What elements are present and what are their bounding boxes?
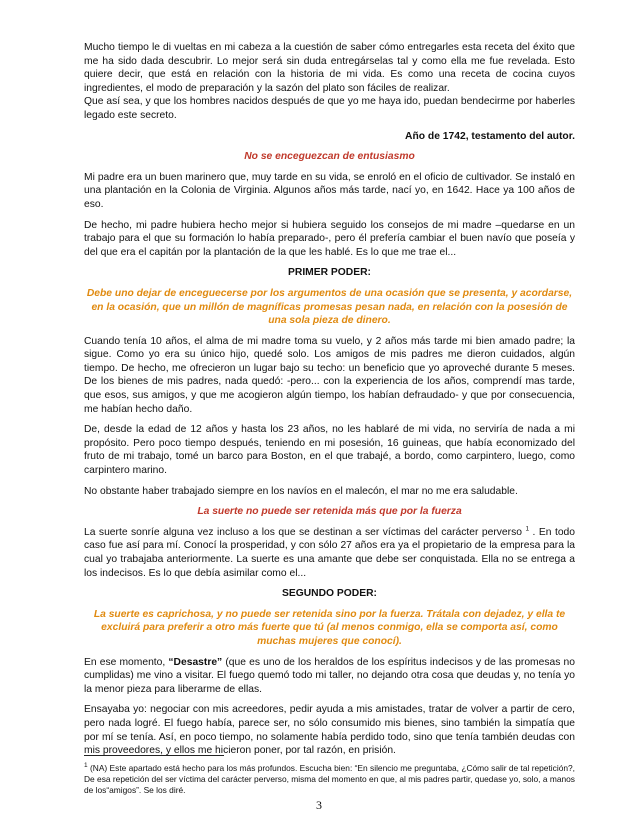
page-body — [84, 41, 575, 758]
footnote-text: (NA) Este apartado está hecho para los más profundos. Escucha bien: “En silencio me preguntaba, ¿Cómo salir de tal repetición?, De esa repetición del ser víctima del carácter perverso, misma del momento en que, al mis padres partir, quedase yo, solo, a manos de los“amigos”. Se los diré. — [84, 763, 575, 796]
section-heading-luck: La suerte no puede ser retenida más que por la fuerza — [197, 506, 462, 518]
paragraph-youth: De, desde la edad de 12 años y hasta los 23 años, no les hablaré de mi vida, no serviría de nada a mi propósito. Pero poco tiempo después, teniendo en mi posesión, 16 guineas, que había economizado del fruto de mi trabajo, tomé un barco para Boston, en el que trabajé, a bordo, como carpintero, luego, como carpintero marino. — [84, 424, 575, 477]
luck-text-after-note: . En todo caso fue así para mí. Conocí la prosperidad, y con sólo 27 años era ya el propietario de la empresa para la cual yo trabajaba anteriormente. La suerte es una amante que debe ser conquistada. Ella no se entrega a los indecisos. Es lo que debía asimilar como el... — [84, 526, 575, 579]
disaster-word: “Desastre” — [168, 656, 223, 668]
section-heading-enthusiasm: No se enceguezcan de entusiasmo — [244, 151, 415, 163]
footnote — [84, 763, 575, 797]
footnote-divider — [84, 755, 224, 756]
disaster-rest: (que es uno de los heraldos de los espíritus indecisos y de las promesas no cumplidas) me vino a visitar. El fuego quemó todo mi taller, no dejando otra cosa que deudas y, no tenía yo la menor pieza para liberarme de ellas. — [84, 656, 575, 695]
testament-line: Año de 1742, testamento del autor. — [405, 130, 575, 142]
disaster-intro: En ese momento, — [84, 656, 166, 668]
paragraph-childhood: Cuando tenía 10 años, el alma de mi madre toma su vuelo, y 2 años más tarde mi bien amado padre; la sigue. Como yo era su único hijo, quedé solo. Los amigos de mis padres me dieron cuidados, algún tiempo. De hecho, me ofrecieron un lugar bajo su techo: un beneficio que yo aproveché durante 5 meses. De los bienes de mis padres, nada quedó: -pero... con la experiencia de los años, comprendí mas tarde, que esos, sus amigos, y que me acogieron algún tiempo, los habían defraudado- y que por consecuencia, me habían hecho daño. — [84, 335, 575, 415]
paragraph-intro: Mucho tiempo le di vueltas en mi cabeza a la cuestión de saber cómo entregarles esta receta del éxito que me ha sido dada descubrir. Lo mejor será sin duda entregárselas tal y como ella me fue revelada. Esto quiere decir, que está en relación con la historia de mi vida. Es como una receta de cocina cuyos ingredientes, el modo de preparación y la sazón del plato son fáciles de realizar. — [84, 42, 575, 94]
paragraph-intro-2: Que así sea, y que los hombres nacidos después de que yo me haya ido, puedan bendecirme por haberles legado este secreto. — [84, 96, 575, 121]
paragraph-father-2: De hecho, mi padre hubiera hecho mejor si hubiera seguido los consejos de mi madre –quedarse en un trabajo para el que su formación lo había preparado-, pero él prefería cambiar el buen navío que poseía y del que era el capitán por la plantación de la que les hablé. Es lo que me trae el... — [84, 219, 575, 258]
first-power-title: PRIMER PODER: — [288, 267, 371, 279]
page-number: 3 — [316, 798, 322, 812]
second-power-text: La suerte es caprichosa, y no puede ser retenida sino por la fuerza. Trátala con dejadez, y ella te excluirá para preferir a otro más fuerte que tú (al menos conmigo, ella se comporta así, como muchas mujeres que conocí). — [93, 608, 566, 647]
second-power-title: SEGUNDO PODER: — [282, 588, 377, 600]
paragraph-disaster — [84, 656, 575, 697]
footnote-reference: 1 — [525, 525, 530, 533]
paragraph-attempt: Ensayaba yo: negociar con mis acreedores, pedir ayuda a mis amistades, tratar de volver a partir de cero, pero nada logré. El fuego había, parece ser, no sólo consumido mis bienes, sino también la simpatía que por mí se tenía. Así, en poco tiempo, no solamente había perdido todo, sino que tenía también deudas con mis proveedores, y ellos me hicieron poner, por tal razón, en prisión. — [84, 704, 575, 757]
luck-text-before-note: La suerte sonríe alguna vez incluso a los que se destinan a ser víctimas del carácter perverso — [84, 526, 522, 538]
first-power-text: Debe uno dejar de enceguecerse por los argumentos de una ocasión que se presenta, y acordarse, en la ocasión, que un millón de magníficas promesas pesan nada, en relación con la posesión de una sola pieza de dinero. — [86, 287, 573, 327]
paragraph-father: Mi padre era un buen marinero que, muy tarde en su vida, se enroló en el oficio de cultivador. Se instaló en una plantación en la Colonia de Virginia. Algunos años más tarde, nací yo, en 1642. Hace ya 100 años de eso. — [84, 171, 575, 210]
paragraph-sea: No obstante haber trabajado siempre en los navíos en el malecón, el mar no me era saludable. — [84, 485, 518, 497]
footnote-marker: 1 — [84, 762, 88, 770]
paragraph-luck — [84, 526, 575, 580]
